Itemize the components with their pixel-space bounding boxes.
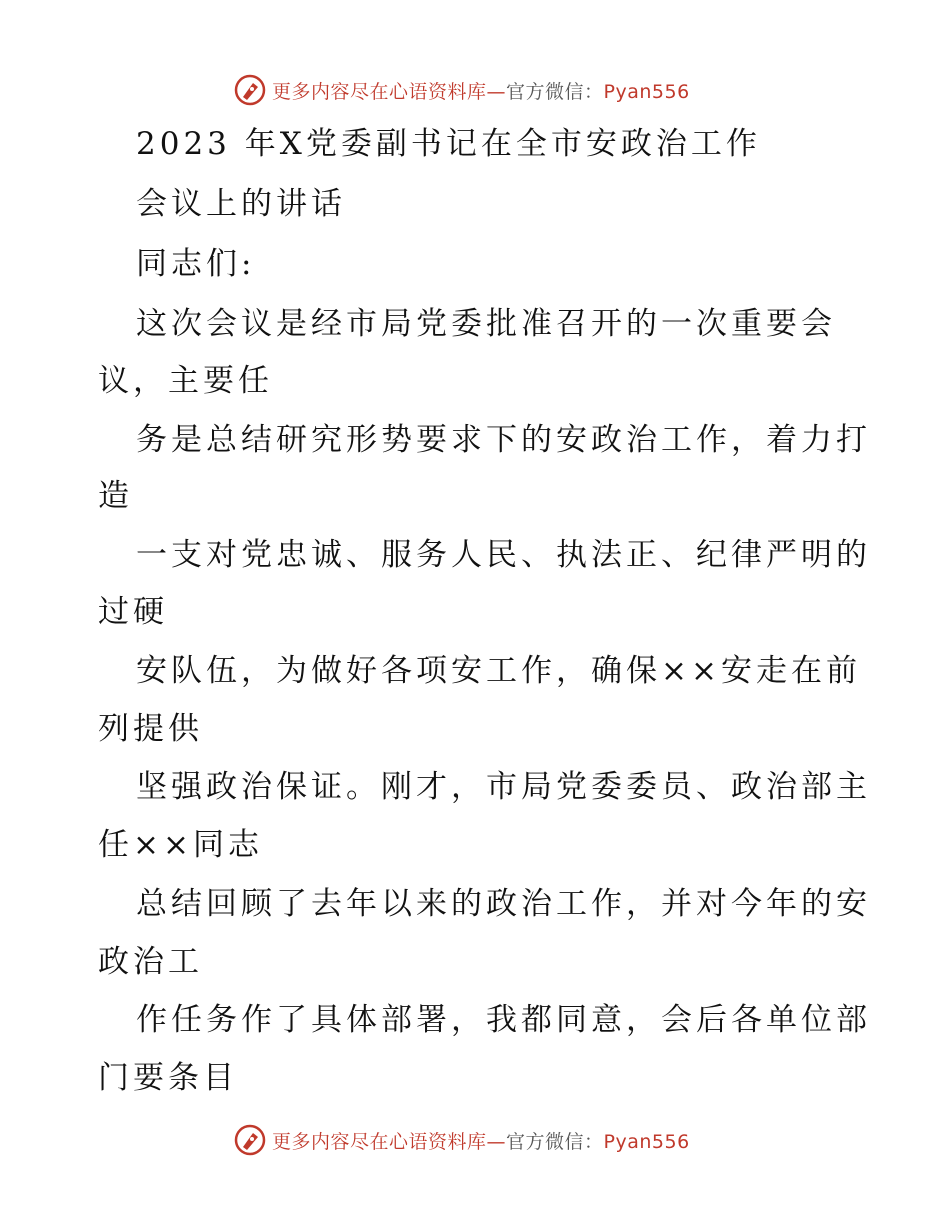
document-title: 2023 年X党委副书记在全市安政治工作 [136, 126, 761, 162]
pen-nib-logo-icon [234, 74, 266, 106]
body-line: 总结回顾了去年以来的政治工作，并对今年的安 [136, 886, 871, 922]
body-line: 一支对党忠诚、服务人民、执法正、纪律严明的 [136, 537, 871, 573]
body-line: 安队伍，为做好各项安工作，确保××安走在前 [136, 653, 861, 689]
body-line: 门要条目 [98, 1060, 238, 1096]
body-line: 坚强政治保证。刚才，市局党委委员、政治部主 [136, 769, 871, 805]
body-line: 这次会议是经市局党委批准召开的一次重要会 [136, 306, 836, 342]
body-line: 过硬 [98, 594, 168, 630]
body-line: 列提供 [98, 711, 203, 747]
body-line: 务是总结研究形势要求下的安政治工作，着力打 [136, 422, 871, 458]
footer-watermark [234, 1122, 690, 1158]
body-line: 政治工 [98, 944, 203, 980]
pen-nib-logo-icon [234, 1124, 266, 1156]
body-line: 议，主要任 [98, 363, 273, 399]
watermark-text: 更多内容尽在心语资料库—官方微信：Pyan556 [272, 80, 690, 103]
body-line: 任××同志 [98, 827, 263, 863]
document-title-continuation: 会议上的讲话 [136, 186, 346, 222]
body-line: 作任务作了具体部署，我都同意，会后各单位部 [136, 1002, 871, 1038]
body-line: 造 [98, 478, 133, 514]
header-watermark [234, 72, 690, 108]
watermark-text: 更多内容尽在心语资料库—官方微信：Pyan556 [272, 1130, 690, 1153]
salutation: 同志们: [136, 246, 256, 282]
